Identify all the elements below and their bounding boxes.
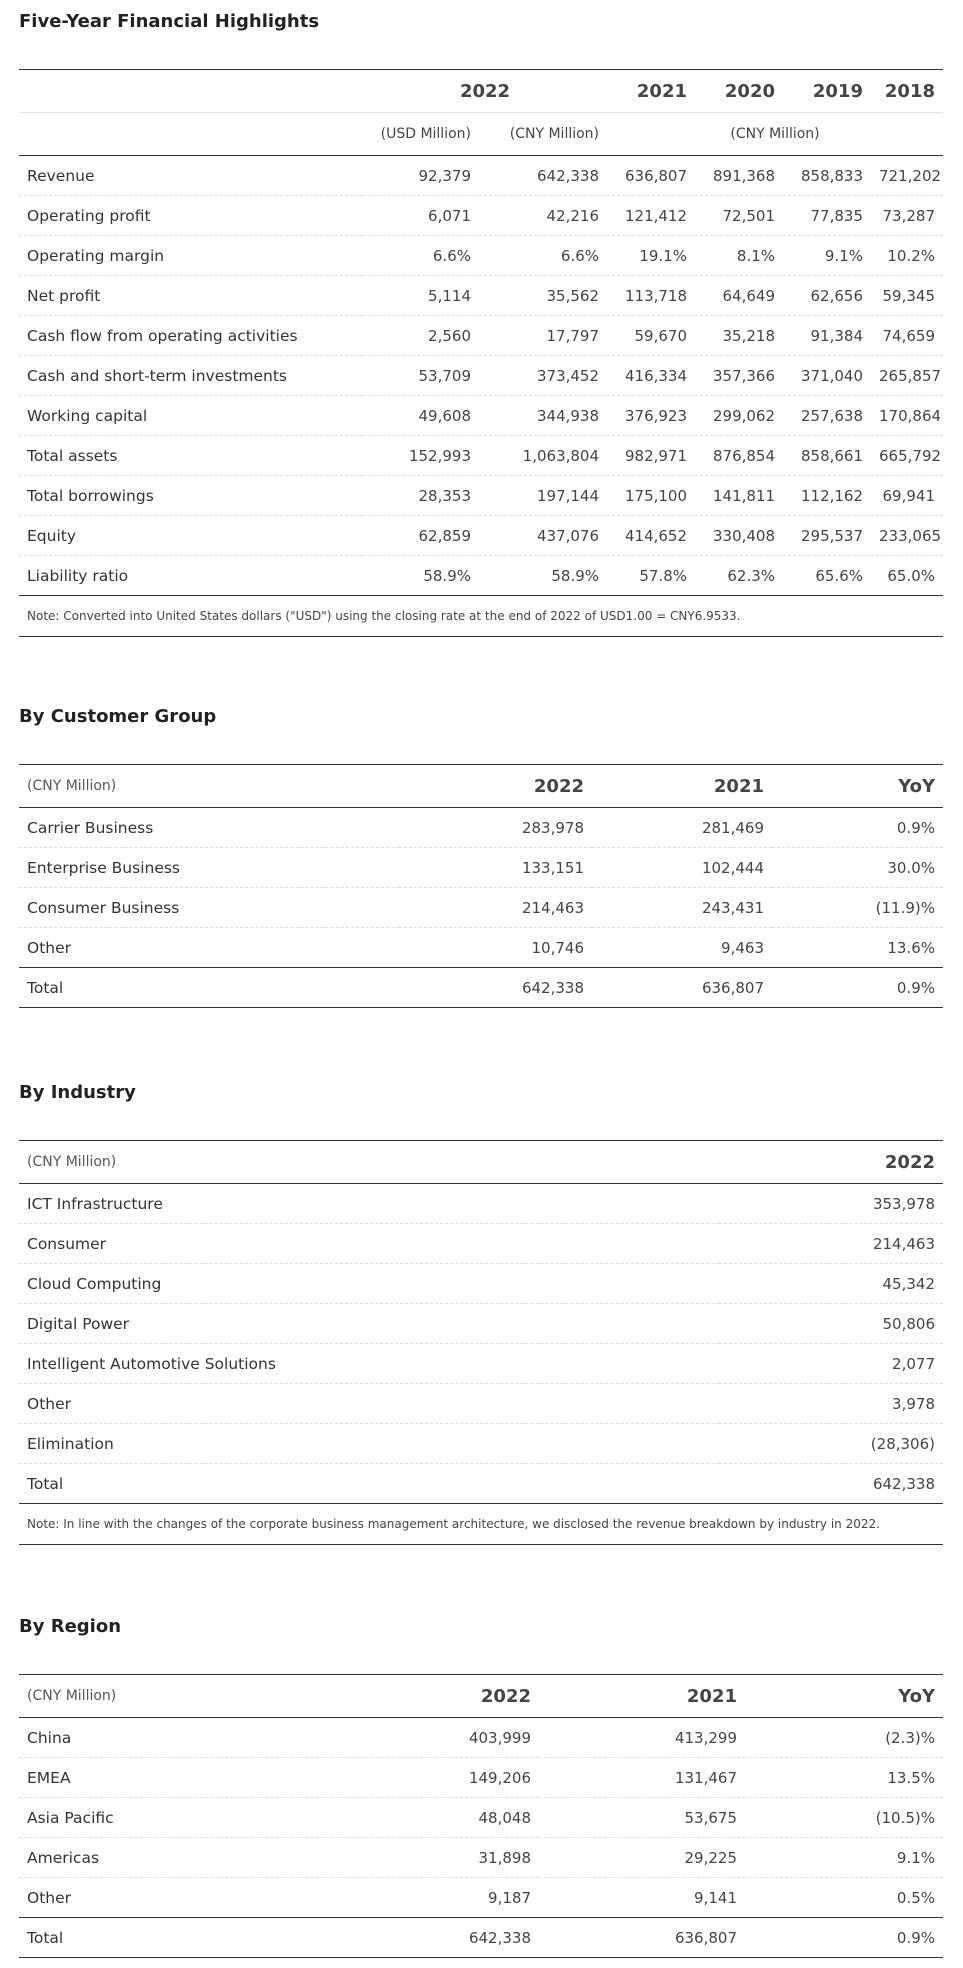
row-value: 636,807 xyxy=(539,1918,745,1958)
table-row xyxy=(19,1344,943,1384)
row-label: Total xyxy=(19,1464,719,1504)
row-value: 295,537 xyxy=(783,516,871,556)
row-value: 6.6% xyxy=(363,236,479,276)
row-value: 19.1% xyxy=(607,236,695,276)
row-value: 5,114 xyxy=(363,276,479,316)
table-row xyxy=(19,196,943,236)
row-value: 416,334 xyxy=(607,356,695,396)
industry-title: By Industry xyxy=(19,1082,136,1103)
unit-label: (CNY Million) xyxy=(19,1675,399,1718)
table-row xyxy=(19,1424,943,1464)
row-value: 214,463 xyxy=(399,888,592,928)
row-label: Working capital xyxy=(19,396,363,436)
row-label: Total assets xyxy=(19,436,363,476)
row-value: 376,923 xyxy=(607,396,695,436)
row-value: 121,412 xyxy=(607,196,695,236)
row-value: 133,151 xyxy=(399,848,592,888)
table-row xyxy=(19,316,943,356)
row-label: Cash flow from operating activities xyxy=(19,316,363,356)
row-value: 0.9% xyxy=(772,968,943,1008)
row-label: Total xyxy=(19,1918,399,1958)
row-value: 8.1% xyxy=(695,236,783,276)
row-value: 141,811 xyxy=(695,476,783,516)
table-row xyxy=(19,516,943,556)
table-row xyxy=(19,1264,943,1304)
total-row xyxy=(19,1918,943,1958)
row-value: 92,379 xyxy=(363,156,479,196)
customer-group-table xyxy=(19,764,943,1008)
row-value: 233,065 xyxy=(871,516,943,556)
column-header: YoY xyxy=(745,1675,943,1718)
row-value: 58.9% xyxy=(363,556,479,596)
row-value: 0.9% xyxy=(745,1918,943,1958)
year-header-2022: 2022 xyxy=(363,70,607,113)
row-value: 131,467 xyxy=(539,1758,745,1798)
row-value: 299,062 xyxy=(695,396,783,436)
row-value: 437,076 xyxy=(479,516,607,556)
row-label: Equity xyxy=(19,516,363,556)
row-value: 59,345 xyxy=(871,276,943,316)
row-value: 17,797 xyxy=(479,316,607,356)
row-value: 9,141 xyxy=(539,1878,745,1918)
row-value: 49,608 xyxy=(363,396,479,436)
row-value: 64,649 xyxy=(695,276,783,316)
unit-usd-label: (USD Million) xyxy=(363,113,479,156)
row-label: Revenue xyxy=(19,156,363,196)
row-value: 65.0% xyxy=(871,556,943,596)
row-label: Cash and short-term investments xyxy=(19,356,363,396)
row-value: 721,202 xyxy=(871,156,943,196)
row-value: 9.1% xyxy=(783,236,871,276)
row-value: 48,048 xyxy=(399,1798,539,1838)
industry-table xyxy=(19,1140,943,1504)
row-value: 642,338 xyxy=(719,1464,943,1504)
unit-label: (CNY Million) xyxy=(19,765,399,808)
row-label: EMEA xyxy=(19,1758,399,1798)
row-value: 891,368 xyxy=(695,156,783,196)
row-label: Total xyxy=(19,968,399,1008)
row-value: (28,306) xyxy=(719,1424,943,1464)
unit-cny-label: (CNY Million) xyxy=(479,113,607,156)
row-label: Cloud Computing xyxy=(19,1264,719,1304)
row-value: 62,656 xyxy=(783,276,871,316)
row-label: Other xyxy=(19,1878,399,1918)
row-value: 53,709 xyxy=(363,356,479,396)
table-row xyxy=(19,276,943,316)
row-label: Carrier Business xyxy=(19,808,399,848)
row-label: Total borrowings xyxy=(19,476,363,516)
row-label: Liability ratio xyxy=(19,556,363,596)
table-row xyxy=(19,1384,943,1424)
five-year-title: Five-Year Financial Highlights xyxy=(19,11,320,32)
row-value: 403,999 xyxy=(399,1718,539,1758)
row-value: 62,859 xyxy=(363,516,479,556)
row-value: 243,431 xyxy=(592,888,772,928)
year-header: 2021 xyxy=(607,70,695,113)
row-label: Intelligent Automotive Solutions xyxy=(19,1344,719,1384)
unit-cny-group-label: (CNY Million) xyxy=(607,113,943,156)
table-row xyxy=(19,356,943,396)
row-value: 214,463 xyxy=(719,1224,943,1264)
row-label: Other xyxy=(19,928,399,968)
row-value: 858,661 xyxy=(783,436,871,476)
column-header: 2021 xyxy=(592,765,772,808)
row-label: Digital Power xyxy=(19,1304,719,1344)
table-row xyxy=(19,1224,943,1264)
table-row xyxy=(19,928,943,968)
year-header: 2020 xyxy=(695,70,783,113)
row-value: 102,444 xyxy=(592,848,772,888)
row-value: 35,218 xyxy=(695,316,783,356)
row-value: 59,670 xyxy=(607,316,695,356)
row-value: 257,638 xyxy=(783,396,871,436)
row-value: 636,807 xyxy=(607,156,695,196)
row-value: 149,206 xyxy=(399,1758,539,1798)
table-row xyxy=(19,396,943,436)
row-value: 69,941 xyxy=(871,476,943,516)
row-value: 62.3% xyxy=(695,556,783,596)
row-value: 6,071 xyxy=(363,196,479,236)
table-row xyxy=(19,1718,943,1758)
row-value: 13.6% xyxy=(772,928,943,968)
row-value: 53,675 xyxy=(539,1798,745,1838)
row-label: Operating margin xyxy=(19,236,363,276)
table-row xyxy=(19,1798,943,1838)
row-label: Net profit xyxy=(19,276,363,316)
column-header: 2021 xyxy=(539,1675,745,1718)
row-value: (2.3)% xyxy=(745,1718,943,1758)
column-header: YoY xyxy=(772,765,943,808)
row-value: 6.6% xyxy=(479,236,607,276)
region-title: By Region xyxy=(19,1616,122,1637)
row-label: Elimination xyxy=(19,1424,719,1464)
row-label: ICT Infrastructure xyxy=(19,1184,719,1224)
row-value: 344,938 xyxy=(479,396,607,436)
row-value: 152,993 xyxy=(363,436,479,476)
row-value: 413,299 xyxy=(539,1718,745,1758)
row-value: 197,144 xyxy=(479,476,607,516)
row-value: (11.9)% xyxy=(772,888,943,928)
row-value: 91,384 xyxy=(783,316,871,356)
row-value: 371,040 xyxy=(783,356,871,396)
table-row xyxy=(19,888,943,928)
row-value: 74,659 xyxy=(871,316,943,356)
total-row xyxy=(19,968,943,1008)
row-value: 373,452 xyxy=(479,356,607,396)
row-value: 0.5% xyxy=(745,1878,943,1918)
table-row xyxy=(19,476,943,516)
row-value: 858,833 xyxy=(783,156,871,196)
row-value: 170,864 xyxy=(871,396,943,436)
row-value: 35,562 xyxy=(479,276,607,316)
five-year-table xyxy=(19,69,943,596)
row-value: 0.9% xyxy=(772,808,943,848)
region-section xyxy=(19,1607,943,1958)
row-value: 73,287 xyxy=(871,196,943,236)
customer-group-section xyxy=(19,697,943,1008)
row-value: 665,792 xyxy=(871,436,943,476)
table-row xyxy=(19,1758,943,1798)
row-value: 10,746 xyxy=(399,928,592,968)
column-header: 2022 xyxy=(399,765,592,808)
table-row xyxy=(19,1304,943,1344)
row-value: 353,978 xyxy=(719,1184,943,1224)
customer-group-title: By Customer Group xyxy=(19,706,217,727)
row-value: 642,338 xyxy=(399,968,592,1008)
row-value: 45,342 xyxy=(719,1264,943,1304)
table-row xyxy=(19,436,943,476)
row-value: 281,469 xyxy=(592,808,772,848)
row-value: 31,898 xyxy=(399,1838,539,1878)
row-label: Consumer xyxy=(19,1224,719,1264)
row-value: 283,978 xyxy=(399,808,592,848)
row-value: 42,216 xyxy=(479,196,607,236)
row-value: 28,353 xyxy=(363,476,479,516)
column-header: 2022 xyxy=(399,1675,539,1718)
row-value: 113,718 xyxy=(607,276,695,316)
row-value: 30.0% xyxy=(772,848,943,888)
row-label: China xyxy=(19,1718,399,1758)
table-row xyxy=(19,1838,943,1878)
row-value: (10.5)% xyxy=(745,1798,943,1838)
row-label: Operating profit xyxy=(19,196,363,236)
year-header: 2019 xyxy=(783,70,871,113)
row-value: 175,100 xyxy=(607,476,695,516)
row-value: 13.5% xyxy=(745,1758,943,1798)
row-value: 636,807 xyxy=(592,968,772,1008)
row-value: 29,225 xyxy=(539,1838,745,1878)
row-value: 876,854 xyxy=(695,436,783,476)
row-label: Other xyxy=(19,1384,719,1424)
year-header: 2018 xyxy=(871,70,943,113)
industry-note: Note: In line with the changes of the corporate business management architecture, we disclosed the revenue breakdown by industry in 2022. xyxy=(19,1504,943,1545)
row-value: 357,366 xyxy=(695,356,783,396)
row-value: 9,187 xyxy=(399,1878,539,1918)
row-value: 330,408 xyxy=(695,516,783,556)
industry-section xyxy=(19,1073,943,1545)
unit-label: (CNY Million) xyxy=(19,1141,719,1184)
five-year-note: Note: Converted into United States dollars ("USD") using the closing rate at the end of 2022 of USD1.00 = CNY6.9533. xyxy=(19,596,943,637)
row-value: 2,560 xyxy=(363,316,479,356)
row-value: 72,501 xyxy=(695,196,783,236)
column-header: 2022 xyxy=(719,1141,943,1184)
table-row xyxy=(19,556,943,596)
row-value: 1,063,804 xyxy=(479,436,607,476)
row-value: 9,463 xyxy=(592,928,772,968)
row-value: 982,971 xyxy=(607,436,695,476)
table-row xyxy=(19,1184,943,1224)
row-value: 642,338 xyxy=(399,1918,539,1958)
row-value: 65.6% xyxy=(783,556,871,596)
table-row xyxy=(19,1464,943,1504)
table-row xyxy=(19,1878,943,1918)
row-value: 58.9% xyxy=(479,556,607,596)
row-value: 112,162 xyxy=(783,476,871,516)
row-value: 414,652 xyxy=(607,516,695,556)
row-value: 265,857 xyxy=(871,356,943,396)
region-table xyxy=(19,1674,943,1958)
table-row xyxy=(19,236,943,276)
row-value: 3,978 xyxy=(719,1384,943,1424)
row-label: Consumer Business xyxy=(19,888,399,928)
table-row xyxy=(19,156,943,196)
row-label: Enterprise Business xyxy=(19,848,399,888)
row-value: 9.1% xyxy=(745,1838,943,1878)
row-value: 642,338 xyxy=(479,156,607,196)
table-row xyxy=(19,808,943,848)
row-label: Americas xyxy=(19,1838,399,1878)
row-value: 50,806 xyxy=(719,1304,943,1344)
row-value: 2,077 xyxy=(719,1344,943,1384)
row-value: 10.2% xyxy=(871,236,943,276)
row-value: 77,835 xyxy=(783,196,871,236)
row-value: 57.8% xyxy=(607,556,695,596)
five-year-section xyxy=(19,2,943,637)
table-row xyxy=(19,848,943,888)
row-label: Asia Pacific xyxy=(19,1798,399,1838)
